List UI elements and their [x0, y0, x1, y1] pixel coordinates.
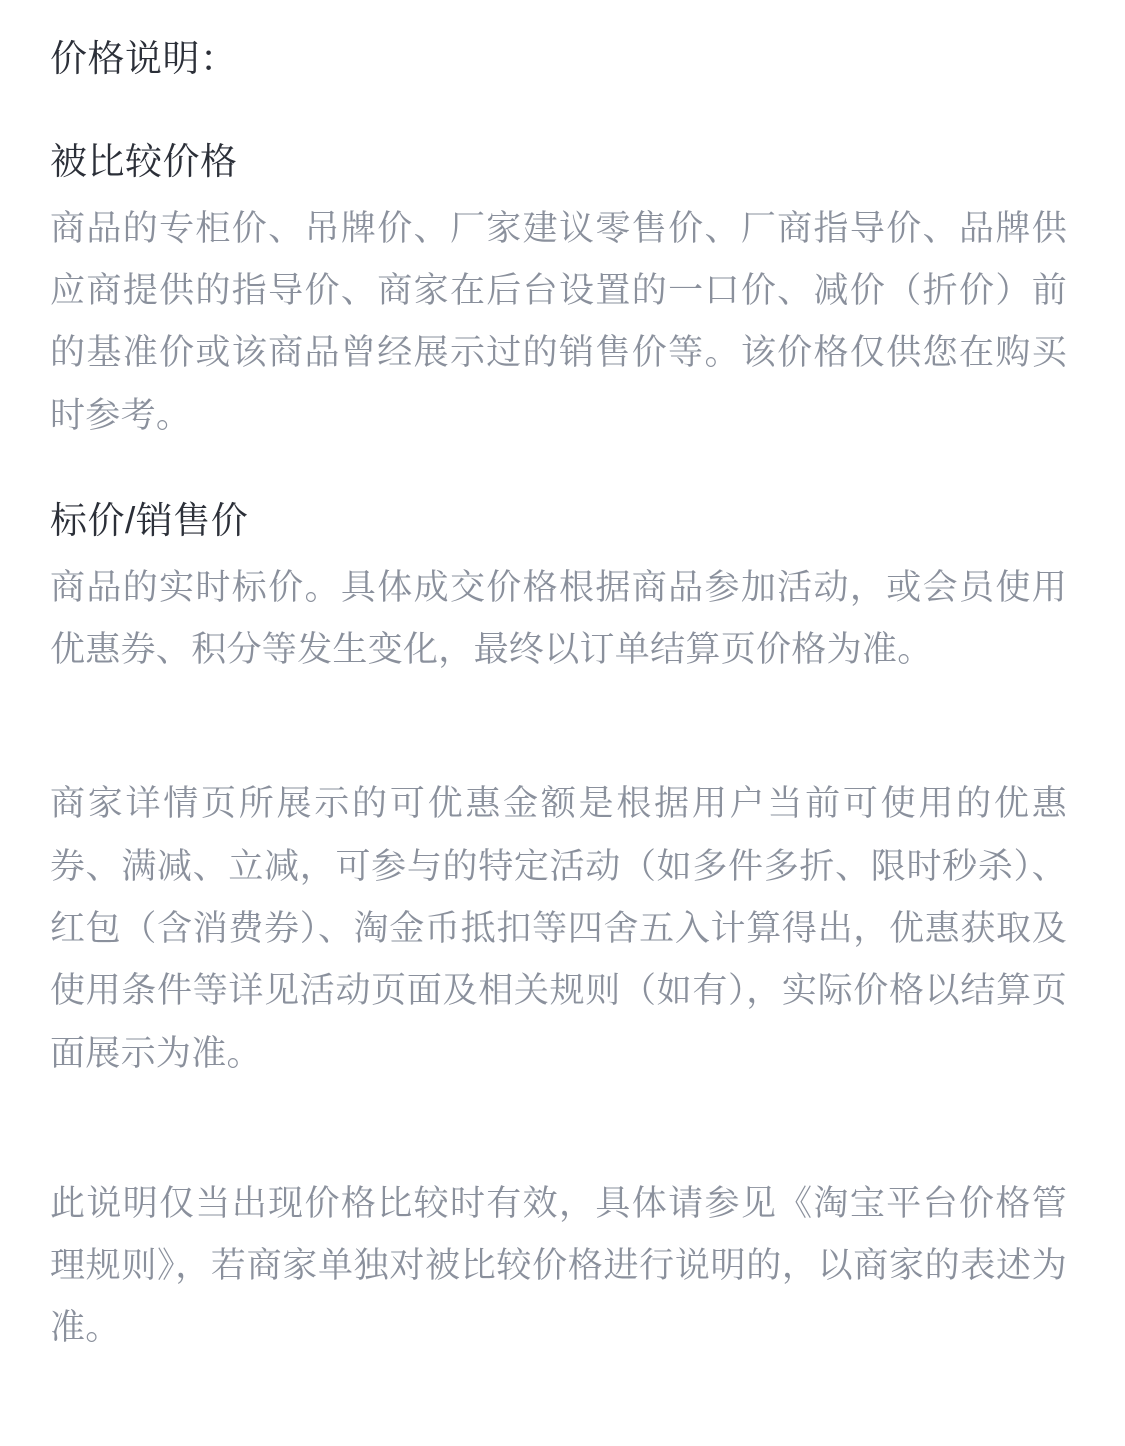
section-listed-price: [50, 495, 1067, 681]
content-spacer: [50, 729, 1067, 773]
page-title: 价格说明：: [50, 38, 238, 79]
section-body-compared-price: 商品的专柜价、吊牌价、厂家建议零售价、厂商指导价、品牌供应商提供的指导价、商家在后台设置的一口价、减价（折价）前的基准价或该商品曾经展示过的销售价等。该价格仅供您在购买时参考。: [50, 208, 1067, 435]
section-compared-price: [50, 136, 1067, 447]
section-additional-notes: [50, 773, 1067, 1359]
section-heading-compared-price: 被比较价格: [50, 140, 238, 182]
section-heading-listed-price: 标价/销售价: [50, 499, 249, 541]
paragraph-validity-statement: 此说明仅当出现价格比较时有效，具体请参见《淘宝平台价格管理规则》，若商家单独对被比较价格进行说明的，以商家的表述为准。: [50, 1183, 1067, 1348]
paragraph-discount-calculation: 商家详情页所展示的可优惠金额是根据用户当前可使用的优惠券、满减、立减，可参与的特定活动（如多件多折、限时秒杀）、红包（含消费券）、淘金币抵扣等四舍五入计算得出，优惠获取及使用条件等详见活动页面及相关规则（如有），实际价格以结算页面展示为准。: [50, 784, 1067, 1073]
section-body-listed-price: 商品的实时标价。具体成交价格根据商品参加活动，或会员使用优惠券、积分等发生变化，最终以订单结算页价格为准。: [50, 567, 1067, 670]
paragraph-spacer: [50, 1129, 1067, 1173]
